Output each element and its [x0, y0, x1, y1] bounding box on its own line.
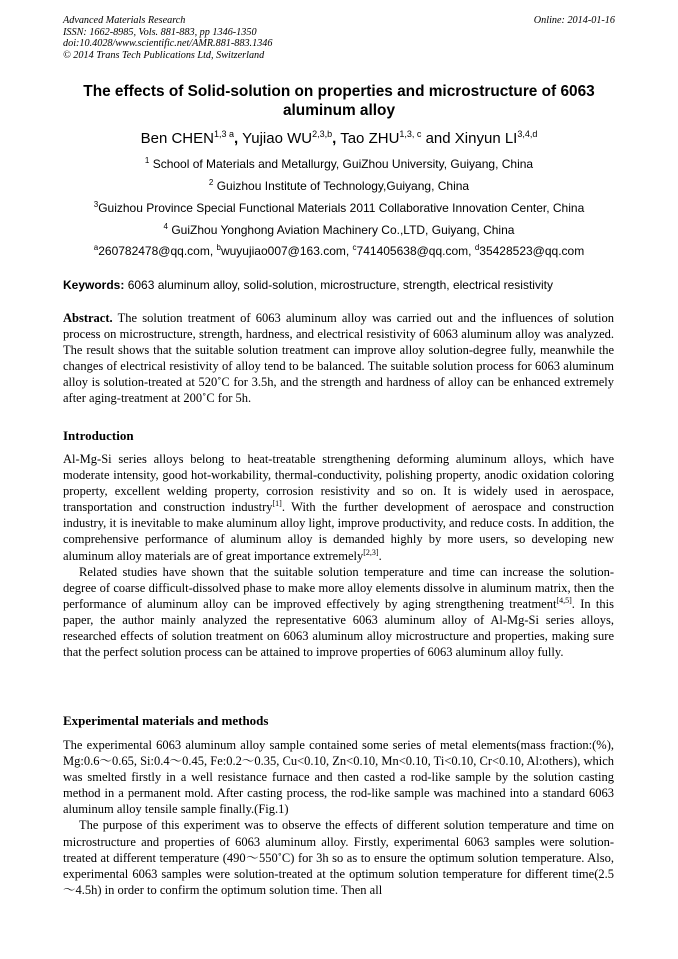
- author-name: Ben CHEN: [140, 130, 214, 147]
- email-address: 260782478@qq.com: [98, 244, 210, 258]
- paragraph-text: . With the further development of aerospace and construction industry, it is inevitable to make aluminum alloy light, improve productivity, and reduce costs. In addition, the comprehensive performance of aluminum alloy is demanded highly by more users, so developing new aluminum alloy materials are of great importance extremely: [63, 500, 614, 563]
- author-name: Yujiao WU: [242, 130, 313, 147]
- affiliation-1: [40, 157, 638, 172]
- author-affiliation-marker: 1,3 a: [213, 129, 234, 139]
- copyright-line: © 2014 Trans Tech Publications Ltd, Switzerland: [63, 49, 265, 61]
- author-name: Tao ZHU: [340, 130, 400, 147]
- doi-line: doi:10.4028/www.scientific.net/AMR.881-883.1346: [63, 38, 273, 50]
- email-marker: a: [93, 243, 99, 252]
- paragraph-text: Al-Mg-Si series alloys belong to heat-treatable strengthening deforming aluminum alloys, which have moderate intensity, good hot-workability, thermal-conductivity, polishing property, anodic oxidation coloring property, excellent welding property, corrosion resistivity and so on. It is widely used in aerospace, transportation and construction industry: [63, 452, 614, 515]
- methods-body: [63, 737, 614, 898]
- paragraph-text: Related studies have shown that the suitable solution temperature and time can increase the solution-degree of coarse difficult-dissolved phase to make more alloy elements dissolve in aluminum matrix, then the performance of aluminum alloy can be improved effectively by aging strengthening treatment: [63, 564, 614, 611]
- author-separator: ,: [332, 130, 337, 147]
- abstract-text: The solution treatment of 6063 aluminum alloy was carried out and the influences of solution process on microstructure, strength, hardness, and electrical resistivity of 6063 aluminum alloy was analyzed. The result shows that the suitable solution treatment can improve alloy solution-degree fully, meanwhile the changes of electrical resistivity of alloy tend to be balanced. The suitable solution process for 6063 aluminum alloy is solution-treated at 520˚C for 3.5h, and the strength and hardness of alloy can be enhanced extremely after aging-treatment at 200˚C for 5h.: [63, 311, 614, 406]
- introduction-paragraph-2: [63, 564, 614, 661]
- affiliation-text: Guizhou Province Special Functional Materials 2011 Collaborative Innovation Center, China: [98, 201, 585, 215]
- citation: [2,3]: [363, 547, 379, 557]
- email-line: $^a$260782478@qq.com, $^b$wuyujiao007@163.com, $^c$741405638@qq.com, $^d$35428523@qq.com: [93, 243, 585, 258]
- running-header-right: [534, 15, 615, 27]
- author-affiliation-marker: 1,3, c: [399, 129, 422, 139]
- methods-paragraph-2: The purpose of this experiment was to observe the effects of different solution temperature and time on microstructure and properties of 6063 aluminum alloy. Firstly, experimental 6063 samples were solution-treated at different temperature (490～550˚C) for 3h so as to ensure the optimum solution temperature. Also, experimental 6063 samples were solution-treated at the optimum solution temperature for different time(2.5～4.5h) in order to confirm the optimum solution time. Then all: [63, 818, 614, 897]
- author-affiliation-marker: 3,4,d: [517, 129, 538, 139]
- abstract-label: Abstract.: [63, 311, 113, 325]
- running-header-left: [63, 15, 272, 61]
- affiliation-text: GuiZhou Yonghong Aviation Machinery Co.,LTD, Guiyang, China: [171, 223, 515, 237]
- email-address: 741405638@qq.com: [356, 244, 469, 258]
- affiliation-marker: 1: [144, 156, 150, 165]
- affiliation-text: Guizhou Institute of Technology,Guiyang, China: [216, 179, 470, 193]
- paragraph-text: .: [378, 548, 382, 563]
- paper-title: The effects of Solid-solution on properties and microstructure of 6063 aluminum alloy: [83, 83, 595, 119]
- affiliation-3: [40, 201, 638, 216]
- affiliation-4: [40, 223, 638, 238]
- email-marker: b: [216, 243, 221, 252]
- author-line: [40, 129, 638, 149]
- introduction-body: [63, 451, 614, 660]
- methods-heading: Experimental materials and methods: [63, 713, 269, 728]
- author-conjunction: and: [421, 130, 455, 147]
- affiliation-2: [40, 179, 638, 194]
- email-address: 35428523@qq.com: [479, 244, 585, 258]
- introduction-heading: Introduction: [63, 428, 134, 443]
- keywords-text: 6063 aluminum alloy, solid-solution, microstructure, strength, electrical resistivity: [127, 278, 553, 292]
- paragraph-text: . In this paper, the author mainly analyzed the representative 6063 aluminum alloy of Al-Mg-Si series alloys, researched effects of solution treatment on 6063 aluminum alloy microstructure and properties, making sure that the perfect solution process can be attained to improve properties of 6063 aluminum alloy fully.: [63, 596, 614, 660]
- author-name: Xinyun LI: [454, 130, 518, 147]
- affiliation-marker: 2: [208, 178, 214, 187]
- online-date: Online: 2014-01-16: [533, 15, 615, 26]
- affiliation-marker: 4: [163, 222, 168, 231]
- affiliation-text: School of Materials and Metallurgy, GuiZhou University, Guiyang, China: [152, 157, 534, 171]
- author-separator: ,: [234, 130, 239, 147]
- author-affiliation-marker: 2,3,b: [312, 129, 333, 139]
- methods-paragraph-1: The experimental 6063 aluminum alloy sample contained some series of metal elements(mass fraction:(%), Mg:0.6～0.65, Si:0.4～0.45, Fe:0.2～0.35, Cu<0.10, Zn<0.10, Mn<0.10, Ti<0.10, Cr<0.10, Al:others), which was smelted firstly in a well resistance furnace and then casted a rod-like sample by the solution casting method in a permanent mold. After casting process, the rod-like sample was machined into a standard 6063 aluminum alloy tensile sample finally.(Fig.1): [63, 738, 614, 817]
- abstract: [63, 310, 614, 407]
- keywords: [63, 278, 619, 293]
- introduction-paragraph-1: [63, 451, 614, 564]
- journal-name: Advanced Materials Research: [63, 15, 186, 26]
- email-address: wuyujiao007@163.com: [220, 244, 346, 258]
- citation: [4,5]: [556, 595, 572, 605]
- citation: [1]: [272, 499, 282, 509]
- affiliation-marker: 3: [93, 200, 99, 209]
- keywords-label: Keywords:: [63, 278, 125, 292]
- email-marker: c: [352, 243, 357, 252]
- issn-line: ISSN: 1662-8985, Vols. 881-883, pp 1346-1350: [63, 26, 257, 38]
- email-marker: d: [474, 243, 480, 252]
